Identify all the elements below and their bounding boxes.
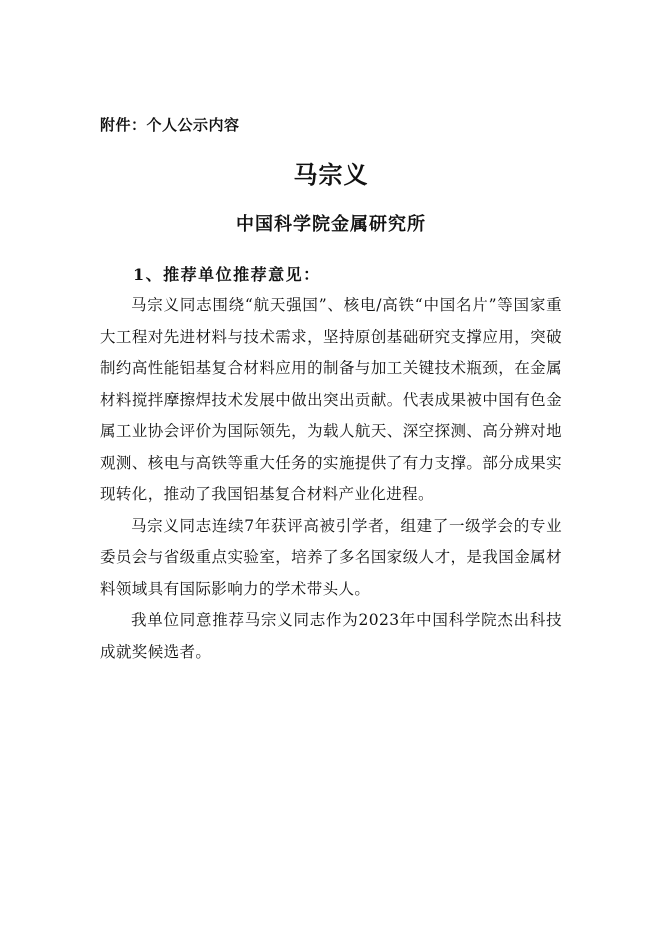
- paragraph-3: 我单位同意推荐马宗义同志作为2023年中国科学院杰出科技成就奖候选者。: [100, 611, 562, 661]
- section-heading: 1、推荐单位推荐意见：: [133, 265, 321, 284]
- paragraph-2: 马宗义同志连续7年获评高被引学者，组建了一级学会的专业委员会与省级重点实验室，培养了多名国家级人才，是我国金属材料领域具有国际影响力的学术带头人。: [100, 516, 562, 598]
- recommendation-body: [100, 290, 562, 668]
- institution-name: 中国科学院金属研究所: [236, 214, 426, 235]
- paragraph-1: 马宗义同志围绕“航天强国”、核电/高铁“中国名片”等国家重大工程对先进材料与技术需求，坚持原创基础研究支撑应用，突破制约高性能铝基复合材料应用的制备与加工关键技术瓶颈，在金属材料搅拌摩擦焊技术发展中做出突出贡献。代表成果被中国有色金属工业协会评价为国际领先，为载人航天、深空探测、高分辨对地观测、核电与高铁等重大任务的实施提供了有力支撑。部分成果实现转化，推动了我国铝基复合材料产业化进程。: [100, 296, 562, 503]
- attachment-label: 附件：个人公示内容: [100, 116, 240, 134]
- person-name: 马宗义: [293, 160, 369, 189]
